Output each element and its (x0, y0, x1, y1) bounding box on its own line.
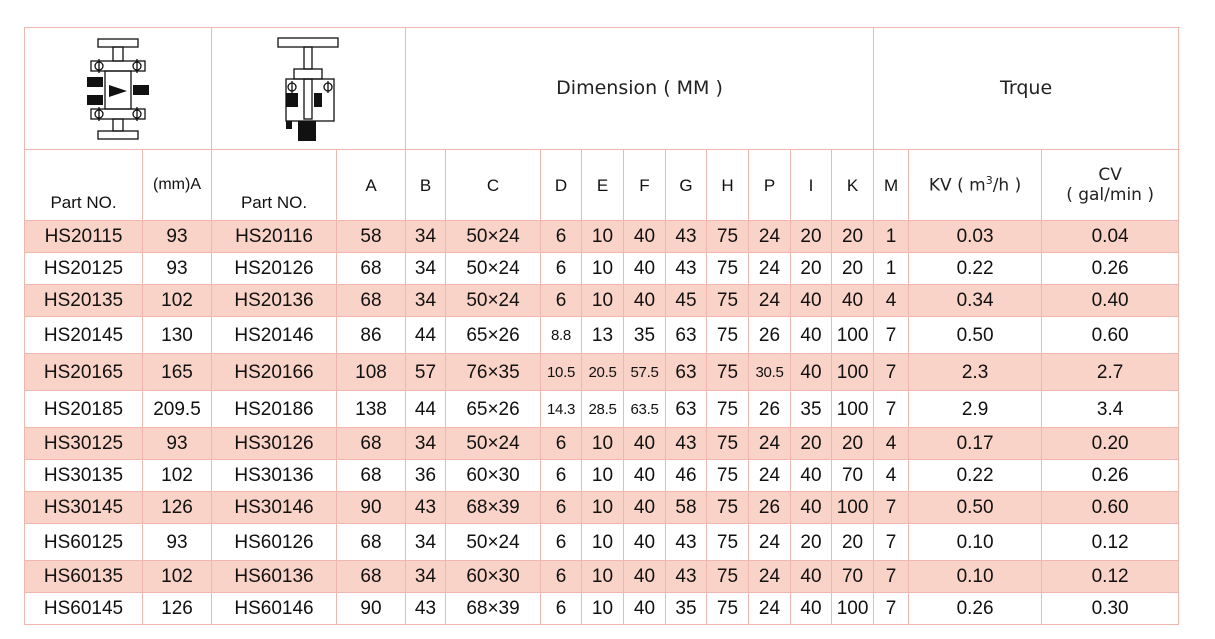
cell-b: 34 (406, 524, 446, 561)
cell-cv: 0.12 (1042, 524, 1179, 561)
cell-a: 68 (337, 524, 406, 561)
cell-d: 6 (541, 524, 582, 561)
table-row (25, 391, 1179, 428)
cell-c: 50×24 (446, 285, 541, 317)
cell-h: 75 (707, 285, 749, 317)
cell-part1: HS60125 (25, 524, 143, 561)
cell-a: 68 (337, 428, 406, 460)
cell-k: 20 (832, 428, 874, 460)
cell-d: 8.8 (541, 317, 582, 354)
cell-b: 34 (406, 253, 446, 285)
cell-c: 76×35 (446, 354, 541, 391)
cell-part1: HS20115 (25, 221, 143, 253)
col-e: E (582, 150, 624, 221)
cell-p: 24 (749, 593, 791, 625)
cell-i: 40 (791, 593, 832, 625)
cell-a: 68 (337, 285, 406, 317)
cell-kv: 2.9 (909, 391, 1042, 428)
cell-e: 20.5 (582, 354, 624, 391)
cell-f: 40 (624, 593, 666, 625)
cell-d: 6 (541, 221, 582, 253)
cell-cv: 0.12 (1042, 561, 1179, 593)
cell-h: 75 (707, 221, 749, 253)
cell-g: 43 (666, 428, 707, 460)
cell-d: 6 (541, 593, 582, 625)
col-kv-post: /h ) (992, 175, 1022, 196)
cell-cv: 0.26 (1042, 460, 1179, 492)
cell-c: 68×39 (446, 593, 541, 625)
cell-m: 4 (874, 285, 909, 317)
cell-cv: 0.60 (1042, 492, 1179, 524)
col-part-no-2: Part NO. (212, 150, 337, 221)
cell-kv: 0.10 (909, 561, 1042, 593)
cell-a: 90 (337, 492, 406, 524)
valve-spec-table (24, 27, 1179, 625)
cell-h: 75 (707, 428, 749, 460)
cell-k: 100 (832, 391, 874, 428)
cell-c: 65×26 (446, 391, 541, 428)
cell-m: 7 (874, 593, 909, 625)
cell-part1: HS20145 (25, 317, 143, 354)
cell-a1: 126 (143, 593, 212, 625)
cell-c: 50×24 (446, 524, 541, 561)
cell-a: 68 (337, 561, 406, 593)
cell-e: 28.5 (582, 391, 624, 428)
cell-p: 24 (749, 253, 791, 285)
cell-f: 40 (624, 460, 666, 492)
cell-k: 20 (832, 253, 874, 285)
cell-c: 50×24 (446, 221, 541, 253)
cell-i: 40 (791, 317, 832, 354)
cell-g: 58 (666, 492, 707, 524)
cell-a1: 93 (143, 524, 212, 561)
cell-a: 90 (337, 593, 406, 625)
cell-m: 4 (874, 460, 909, 492)
cell-part1: HS60135 (25, 561, 143, 593)
cell-e: 10 (582, 593, 624, 625)
cell-a: 68 (337, 253, 406, 285)
cell-kv: 2.3 (909, 354, 1042, 391)
cell-k: 40 (832, 285, 874, 317)
cell-d: 14.3 (541, 391, 582, 428)
table-row (25, 492, 1179, 524)
cell-i: 35 (791, 391, 832, 428)
col-part-no-1: Part NO. (25, 150, 143, 221)
table-row (25, 253, 1179, 285)
cell-part2: HS30146 (212, 492, 337, 524)
cell-part2: HS20146 (212, 317, 337, 354)
cell-k: 20 (832, 221, 874, 253)
cell-c: 60×30 (446, 460, 541, 492)
table-row (25, 354, 1179, 391)
cell-g: 35 (666, 593, 707, 625)
col-i: I (791, 150, 832, 221)
cell-k: 20 (832, 524, 874, 561)
cell-part2: HS20166 (212, 354, 337, 391)
cell-m: 7 (874, 524, 909, 561)
cell-i: 40 (791, 492, 832, 524)
cell-m: 4 (874, 428, 909, 460)
col-a: A (337, 150, 406, 221)
cell-e: 10 (582, 492, 624, 524)
cell-d: 6 (541, 428, 582, 460)
cell-p: 24 (749, 524, 791, 561)
cell-f: 40 (624, 492, 666, 524)
cell-a: 138 (337, 391, 406, 428)
cell-c: 68×39 (446, 492, 541, 524)
cell-g: 46 (666, 460, 707, 492)
cell-g: 43 (666, 253, 707, 285)
cell-k: 100 (832, 317, 874, 354)
cell-h: 75 (707, 317, 749, 354)
cell-i: 40 (791, 561, 832, 593)
cell-a1: 93 (143, 221, 212, 253)
cell-kv: 0.50 (909, 317, 1042, 354)
cell-cv: 0.40 (1042, 285, 1179, 317)
cell-b: 34 (406, 221, 446, 253)
cell-f: 40 (624, 253, 666, 285)
cell-cv: 0.04 (1042, 221, 1179, 253)
cell-i: 20 (791, 253, 832, 285)
table-row (25, 221, 1179, 253)
col-c: C (446, 150, 541, 221)
col-kv-sup: 3 (985, 174, 993, 188)
cell-d: 6 (541, 253, 582, 285)
cell-d: 6 (541, 561, 582, 593)
cell-b: 34 (406, 428, 446, 460)
header-row-top (25, 28, 1179, 150)
cell-part2: HS20116 (212, 221, 337, 253)
cell-a1: 165 (143, 354, 212, 391)
cell-i: 20 (791, 428, 832, 460)
cell-k: 70 (832, 561, 874, 593)
cell-f: 35 (624, 317, 666, 354)
cell-kv: 0.17 (909, 428, 1042, 460)
cell-f: 40 (624, 561, 666, 593)
cell-f: 63.5 (624, 391, 666, 428)
cell-m: 7 (874, 492, 909, 524)
cell-kv: 0.10 (909, 524, 1042, 561)
cell-g: 63 (666, 391, 707, 428)
cell-f: 57.5 (624, 354, 666, 391)
cell-a1: 93 (143, 253, 212, 285)
col-b: B (406, 150, 446, 221)
valve-diagram-cell-2 (212, 28, 406, 150)
cell-cv: 3.4 (1042, 391, 1179, 428)
cell-e: 10 (582, 460, 624, 492)
cell-c: 60×30 (446, 561, 541, 593)
cell-part1: HS20185 (25, 391, 143, 428)
cell-part2: HS30136 (212, 460, 337, 492)
cell-part1: HS30125 (25, 428, 143, 460)
cell-b: 43 (406, 593, 446, 625)
cell-p: 24 (749, 428, 791, 460)
cell-kv: 0.22 (909, 253, 1042, 285)
cell-i: 40 (791, 354, 832, 391)
cell-e: 10 (582, 221, 624, 253)
cell-e: 10 (582, 285, 624, 317)
cell-a1: 130 (143, 317, 212, 354)
col-h: H (707, 150, 749, 221)
cell-b: 44 (406, 391, 446, 428)
cell-part2: HS60136 (212, 561, 337, 593)
cell-p: 26 (749, 492, 791, 524)
cell-h: 75 (707, 593, 749, 625)
cell-part1: HS20165 (25, 354, 143, 391)
cell-a: 58 (337, 221, 406, 253)
cell-cv: 2.7 (1042, 354, 1179, 391)
cell-cv: 0.20 (1042, 428, 1179, 460)
cell-cv: 0.60 (1042, 317, 1179, 354)
cell-a: 86 (337, 317, 406, 354)
cell-h: 75 (707, 354, 749, 391)
cell-part2: HS20126 (212, 253, 337, 285)
cell-kv: 0.22 (909, 460, 1042, 492)
cell-d: 10.5 (541, 354, 582, 391)
cell-part1: HS30145 (25, 492, 143, 524)
cell-part2: HS20186 (212, 391, 337, 428)
cell-part1: HS30135 (25, 460, 143, 492)
col-mm-a: (mm)A (143, 150, 212, 221)
cell-h: 75 (707, 492, 749, 524)
cell-c: 50×24 (446, 428, 541, 460)
cell-p: 24 (749, 460, 791, 492)
cell-g: 43 (666, 561, 707, 593)
cell-m: 7 (874, 317, 909, 354)
col-p: P (749, 150, 791, 221)
cell-part2: HS30126 (212, 428, 337, 460)
table-row (25, 285, 1179, 317)
cell-b: 34 (406, 285, 446, 317)
cell-g: 63 (666, 354, 707, 391)
table-row (25, 460, 1179, 492)
cell-m: 7 (874, 391, 909, 428)
col-cv (1042, 150, 1179, 221)
table-row (25, 561, 1179, 593)
cell-e: 13 (582, 317, 624, 354)
table-row (25, 524, 1179, 561)
cell-d: 6 (541, 492, 582, 524)
table-row (25, 593, 1179, 625)
cell-b: 34 (406, 561, 446, 593)
cell-a: 68 (337, 460, 406, 492)
col-m: M (874, 150, 909, 221)
cell-e: 10 (582, 524, 624, 561)
cell-h: 75 (707, 253, 749, 285)
ball-valve-diagram-icon (83, 35, 153, 143)
cell-a1: 209.5 (143, 391, 212, 428)
cell-a1: 93 (143, 428, 212, 460)
cell-k: 100 (832, 354, 874, 391)
cell-b: 43 (406, 492, 446, 524)
cell-p: 24 (749, 561, 791, 593)
cell-a1: 102 (143, 561, 212, 593)
cell-part1: HS20125 (25, 253, 143, 285)
cell-f: 40 (624, 524, 666, 561)
cell-e: 10 (582, 428, 624, 460)
cell-c: 65×26 (446, 317, 541, 354)
header-row-columns (25, 150, 1179, 221)
col-d: D (541, 150, 582, 221)
cell-part2: HS60146 (212, 593, 337, 625)
cell-i: 20 (791, 524, 832, 561)
cell-cv: 0.26 (1042, 253, 1179, 285)
cell-kv: 0.50 (909, 492, 1042, 524)
cell-k: 100 (832, 593, 874, 625)
cell-a1: 102 (143, 285, 212, 317)
cell-c: 50×24 (446, 253, 541, 285)
needle-valve-diagram-icon (276, 35, 342, 143)
cell-a: 108 (337, 354, 406, 391)
cell-a1: 102 (143, 460, 212, 492)
cell-part1: HS60145 (25, 593, 143, 625)
cell-k: 70 (832, 460, 874, 492)
cell-f: 40 (624, 221, 666, 253)
dimension-group-header: Dimension ( MM ) (406, 28, 874, 150)
cell-kv: 0.26 (909, 593, 1042, 625)
cell-k: 100 (832, 492, 874, 524)
cell-g: 45 (666, 285, 707, 317)
cell-m: 1 (874, 221, 909, 253)
cell-part2: HS20136 (212, 285, 337, 317)
torque-group-header: Trque (874, 28, 1179, 150)
cell-p: 24 (749, 221, 791, 253)
cell-p: 24 (749, 285, 791, 317)
cell-i: 20 (791, 221, 832, 253)
cell-b: 57 (406, 354, 446, 391)
cell-i: 40 (791, 285, 832, 317)
cell-a1: 126 (143, 492, 212, 524)
col-cv-line2: ( gal/min ) (1066, 185, 1154, 205)
cell-p: 26 (749, 317, 791, 354)
cell-b: 44 (406, 317, 446, 354)
cell-kv: 0.34 (909, 285, 1042, 317)
cell-g: 43 (666, 524, 707, 561)
cell-p: 26 (749, 391, 791, 428)
cell-g: 43 (666, 221, 707, 253)
cell-p: 30.5 (749, 354, 791, 391)
cell-g: 63 (666, 317, 707, 354)
cell-h: 75 (707, 391, 749, 428)
table-row (25, 428, 1179, 460)
cell-cv: 0.30 (1042, 593, 1179, 625)
cell-e: 10 (582, 561, 624, 593)
col-k: K (832, 150, 874, 221)
col-kv-pre: KV ( m (928, 175, 986, 196)
cell-m: 1 (874, 253, 909, 285)
cell-i: 40 (791, 460, 832, 492)
cell-d: 6 (541, 285, 582, 317)
cell-m: 7 (874, 561, 909, 593)
cell-b: 36 (406, 460, 446, 492)
cell-m: 7 (874, 354, 909, 391)
table-row (25, 317, 1179, 354)
col-cv-line1: CV (1098, 164, 1122, 185)
cell-kv: 0.03 (909, 221, 1042, 253)
cell-f: 40 (624, 428, 666, 460)
cell-h: 75 (707, 460, 749, 492)
cell-f: 40 (624, 285, 666, 317)
cell-part2: HS60126 (212, 524, 337, 561)
cell-h: 75 (707, 561, 749, 593)
col-f: F (624, 150, 666, 221)
valve-diagram-cell-1 (25, 28, 212, 150)
col-g: G (666, 150, 707, 221)
cell-e: 10 (582, 253, 624, 285)
cell-d: 6 (541, 460, 582, 492)
cell-h: 75 (707, 524, 749, 561)
col-kv (909, 150, 1042, 221)
cell-part1: HS20135 (25, 285, 143, 317)
